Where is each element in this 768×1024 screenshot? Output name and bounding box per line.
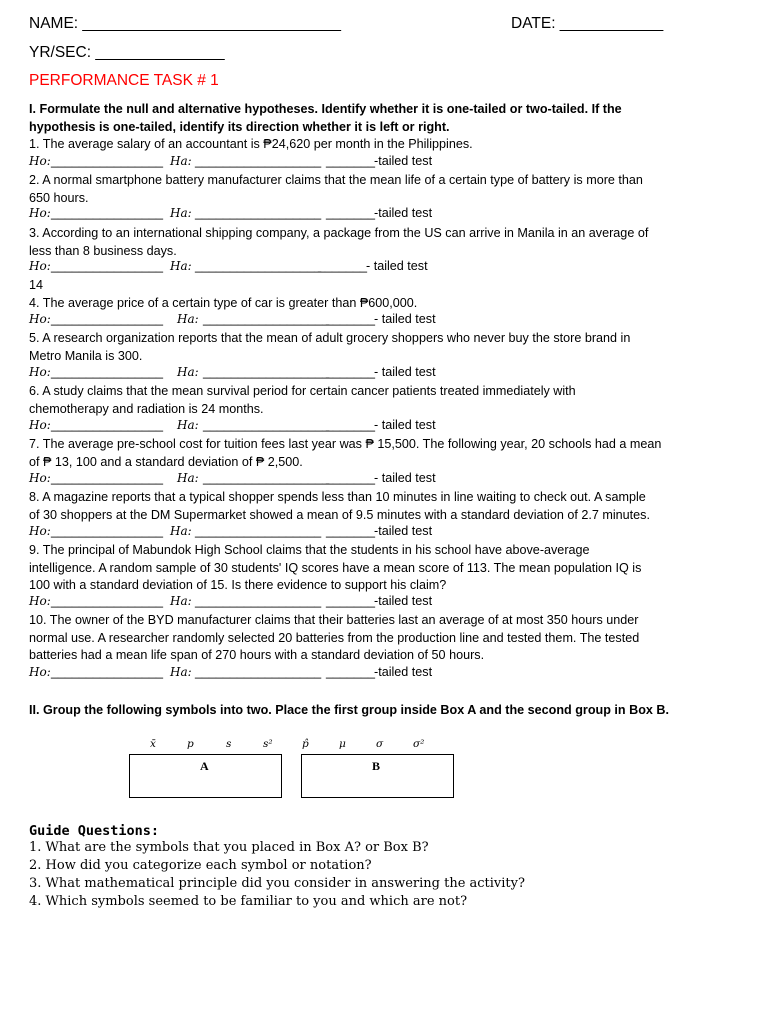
tail-blank[interactable]: _______ bbox=[326, 665, 376, 679]
symbol-s: s bbox=[226, 738, 232, 750]
symbol-sigma: σ bbox=[376, 738, 384, 750]
tail-blank[interactable]: _______ bbox=[326, 312, 376, 326]
section-2-instruction: II. Group the following symbols into two. Place the first group inside Box A and the second group in Box B. bbox=[29, 703, 669, 717]
ho-label: Ho: bbox=[29, 365, 51, 379]
symbol-s-squared: s² bbox=[263, 738, 273, 750]
tail-text: -tailed test bbox=[374, 154, 433, 168]
ha-label: Ha: bbox=[170, 154, 192, 168]
symbol-p-hat: p̂ bbox=[302, 738, 309, 750]
section-1-instruction bbox=[29, 100, 709, 136]
ho-blank[interactable]: ________________ bbox=[51, 365, 164, 379]
box-a-label: A bbox=[200, 759, 209, 773]
ho-label: Ho: bbox=[29, 418, 51, 432]
tail-blank[interactable]: _______ bbox=[326, 524, 376, 538]
tail-text: - tailed test bbox=[366, 259, 428, 273]
ho-blank[interactable]: ________________ bbox=[51, 312, 164, 326]
ha-blank[interactable]: __________________ bbox=[203, 471, 330, 485]
ho-label: Ho: bbox=[29, 594, 51, 608]
tail-text: -tailed test bbox=[374, 594, 433, 608]
ho-blank[interactable]: ________________ bbox=[51, 259, 164, 273]
tail-text: - tailed test bbox=[374, 471, 436, 485]
ho-label: Ho: bbox=[29, 665, 51, 679]
ha-label: Ha: bbox=[177, 471, 199, 485]
tail-blank[interactable]: _______ bbox=[326, 594, 376, 608]
question-2: 2. A normal smartphone battery manufacturer claims that the mean life of a certain type of battery is more than 650 hours. bbox=[29, 173, 643, 205]
tail-blank[interactable]: _______ bbox=[326, 418, 376, 432]
ho-blank[interactable]: ________________ bbox=[51, 418, 164, 432]
symbol-sigma-squared: σ² bbox=[413, 738, 425, 750]
ha-blank[interactable]: __________________ bbox=[195, 665, 322, 679]
ha-blank[interactable]: __________________ bbox=[195, 154, 322, 168]
question-6: 6. A study claims that the mean survival period for certain cancer patients treated immediately with chemotherapy and radiation is 24 months. bbox=[29, 384, 576, 416]
ha-label: Ha: bbox=[170, 524, 192, 538]
tail-blank[interactable]: _______ bbox=[326, 206, 376, 220]
tail-blank[interactable]: _______ bbox=[318, 259, 368, 273]
page-number: 14 bbox=[29, 278, 44, 292]
ha-blank[interactable]: __________________ bbox=[203, 365, 330, 379]
ha-blank[interactable]: __________________ bbox=[203, 312, 330, 326]
question-3: 3. According to an international shipping company, a package from the US can arrive in Manila in an average of less than 8 business days. bbox=[29, 226, 649, 258]
guide-questions-title: Guide Questions: bbox=[29, 823, 160, 839]
instruction-line-2: hypothesis is one-tailed, identify its direction whether it is left or right. bbox=[29, 120, 450, 134]
tail-blank[interactable]: _______ bbox=[326, 154, 376, 168]
tail-text: - tailed test bbox=[374, 365, 436, 379]
tail-blank[interactable]: _______ bbox=[326, 471, 376, 485]
ho-blank[interactable]: ________________ bbox=[51, 471, 164, 485]
tail-text: - tailed test bbox=[374, 312, 436, 326]
ho-label: Ho: bbox=[29, 259, 51, 273]
ha-label: Ha: bbox=[170, 259, 192, 273]
ho-label: Ho: bbox=[29, 524, 51, 538]
question-9: 9. The principal of Mabundok High School claims that the students in his school have above-average intelligence. A random sample of 30 students' IQ scores have a mean score of 113. The mean population IQ is 100 with a standard deviation of 15. Is there evidence to support his claim? bbox=[29, 543, 642, 593]
symbol-p: p bbox=[187, 738, 194, 750]
guide-question-1: 1. What are the symbols that you placed in Box A? or Box B? bbox=[29, 840, 429, 855]
question-7: 7. The average pre-school cost for tuition fees last year was ₱ 15,500. The following year, 20 schools had a mean of ₱ 13, 100 and a standard deviation of ₱ 2,500. bbox=[29, 437, 662, 469]
ho-label: Ho: bbox=[29, 312, 51, 326]
question-4: 4. The average price of a certain type of car is greater than ₱600,000. bbox=[29, 296, 418, 310]
ha-label: Ha: bbox=[170, 594, 192, 608]
symbol-mu: μ bbox=[339, 738, 346, 750]
ho-label: Ho: bbox=[29, 471, 51, 485]
instruction-line-1: I. Formulate the null and alternative hypotheses. Identify whether it is one-tailed or two-tailed. If the bbox=[29, 102, 622, 116]
ho-label: Ho: bbox=[29, 154, 51, 168]
question-8: 8. A magazine reports that a typical shopper spends less than 10 minutes in line waiting to check out. A sample of 30 shoppers at the DM Supermarket showed a mean of 9.5 minutes with a standard deviation of 2.7 minutes. bbox=[29, 490, 650, 522]
ha-blank[interactable]: __________________ bbox=[203, 418, 330, 432]
ho-blank[interactable]: ________________ bbox=[51, 154, 164, 168]
tail-text: -tailed test bbox=[374, 665, 433, 679]
ha-label: Ha: bbox=[170, 665, 192, 679]
guide-question-3: 3. What mathematical principle did you consider in answering the activity? bbox=[29, 876, 525, 891]
ha-blank[interactable]: __________________ bbox=[195, 594, 322, 608]
guide-question-2: 2. How did you categorize each symbol or notation? bbox=[29, 858, 372, 873]
ha-blank[interactable]: __________________ bbox=[195, 206, 322, 220]
question-5: 5. A research organization reports that the mean of adult grocery shoppers who never buy the store brand in Metro Manila is 300. bbox=[29, 331, 631, 363]
ha-label: Ha: bbox=[170, 206, 192, 220]
ha-label: Ha: bbox=[177, 418, 199, 432]
ho-blank[interactable]: ________________ bbox=[51, 524, 164, 538]
ha-blank[interactable]: __________________ bbox=[195, 259, 322, 273]
question-1: 1. The average salary of an accountant is ₱24,620 per month in the Philippines. bbox=[29, 137, 473, 151]
box-b-label: B bbox=[372, 759, 381, 773]
tail-blank[interactable]: _______ bbox=[326, 365, 376, 379]
ho-blank[interactable]: ________________ bbox=[51, 206, 164, 220]
ho-label: Ho: bbox=[29, 206, 51, 220]
question-10: 10. The owner of the BYD manufacturer claims that their batteries last an average of at most 350 hours under normal use. A researcher randomly selected 20 batteries from the production line and tested them. The tested batteries had a mean life span of 270 hours with a standard deviation of 50 hours. bbox=[29, 613, 640, 663]
guide-question-4: 4. Which symbols seemed to be familiar to you and which are not? bbox=[29, 894, 468, 909]
ha-label: Ha: bbox=[177, 312, 199, 326]
ha-blank[interactable]: __________________ bbox=[195, 524, 322, 538]
ha-label: Ha: bbox=[177, 365, 199, 379]
ho-blank[interactable]: ________________ bbox=[51, 594, 164, 608]
tail-text: - tailed test bbox=[374, 418, 436, 432]
date-field[interactable]: DATE: ____________ bbox=[511, 15, 664, 32]
yr-sec-field[interactable]: YR/SEC: _______________ bbox=[29, 44, 225, 61]
tail-text: -tailed test bbox=[374, 206, 433, 220]
page-title: PERFORMANCE TASK # 1 bbox=[29, 72, 219, 89]
tail-text: -tailed test bbox=[374, 524, 433, 538]
ho-blank[interactable]: ________________ bbox=[51, 665, 164, 679]
name-field[interactable]: NAME: ______________________________ bbox=[29, 15, 342, 32]
symbol-x-bar: x̄ bbox=[150, 738, 156, 750]
